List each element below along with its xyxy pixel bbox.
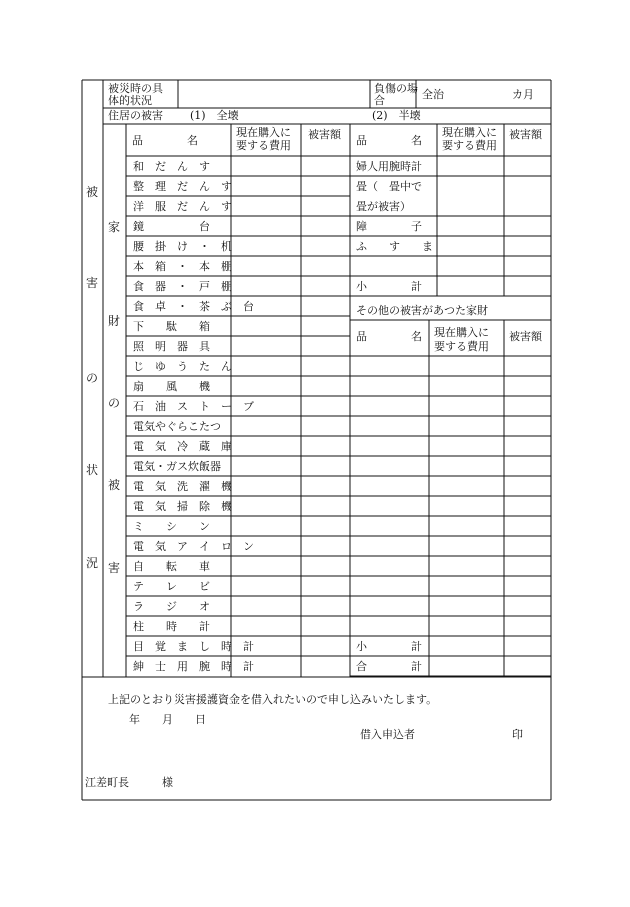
left-item-8: 下 駄 箱: [133, 320, 210, 333]
other-header-damage: 被害額: [509, 330, 542, 343]
other-header-cost-line2: 要する費用: [434, 340, 489, 353]
left-item-19: 電 気 ア イ ロ ン: [133, 540, 254, 553]
injury-label-line2: 合: [374, 94, 385, 107]
left-header-damage: 被害額: [308, 128, 341, 141]
side-inner-char-2: の: [107, 396, 121, 410]
right-header-cost-line2: 要する費用: [442, 139, 497, 152]
injury-recovery-label: 全治: [422, 88, 444, 101]
right-item-0: 婦人用腕時計: [356, 160, 422, 173]
other-damage-title: その他の被害があつた家財: [356, 304, 488, 317]
left-item-7: 食 卓 ・ 茶 ぶ 台: [133, 300, 254, 313]
left-item-16: 電 気 洗 濯 機: [133, 480, 232, 493]
other-header-cost-line1: 現在購入に: [434, 326, 489, 339]
right-header-damage: 被害額: [509, 128, 542, 141]
option-half-destruction: (2) 半壊: [372, 109, 421, 122]
right-item-1: 畳（ 畳中で: [356, 180, 422, 193]
left-item-9: 照 明 器 具: [133, 340, 210, 353]
left-item-0: 和 だ ん す: [133, 160, 210, 173]
left-item-2: 洋 服 だ ん す: [133, 200, 232, 213]
side-outer-char-3: 状: [85, 463, 99, 477]
right-item-3: 障 子: [356, 220, 422, 233]
side-outer-char-0: 被: [85, 185, 99, 199]
left-item-13: 電気やぐらこたつ: [133, 420, 221, 433]
addressee: 江差町長 様: [85, 776, 173, 789]
left-item-20: 自 転 車: [133, 560, 210, 573]
left-item-3: 鏡 台: [133, 220, 210, 233]
left-item-24: 目 覚 ま し 時 計: [133, 640, 254, 653]
injury-months-label: カ月: [512, 88, 534, 101]
right-header-cost-line1: 現在購入に: [442, 126, 497, 139]
right-item-4: ふ す ま: [356, 240, 433, 253]
situation-label-line1: 被災時の具: [108, 82, 163, 95]
seal-mark: 印: [512, 728, 523, 741]
side-outer-char-4: 況: [85, 556, 99, 570]
other-header-item: 品 名: [356, 330, 422, 343]
left-item-17: 電 気 掃 除 機: [133, 500, 232, 513]
option-full-destruction: (1) 全壊: [190, 109, 239, 122]
left-item-18: ミ シ ン: [133, 520, 210, 533]
left-item-22: ラ ジ オ: [133, 600, 210, 613]
left-item-1: 整 理 だ ん す: [133, 180, 232, 193]
side-inner-char-0: 家: [107, 220, 121, 234]
left-item-6: 食 器 ・ 戸 棚: [133, 280, 232, 293]
injury-label-line1: 負傷の場: [374, 82, 418, 95]
left-item-10: じ ゆ う た ん: [133, 360, 232, 373]
side-outer-char-1: 害: [85, 276, 99, 290]
applicant-label: 借入申込者: [360, 728, 415, 741]
side-inner-char-4: 害: [107, 561, 121, 575]
left-header-cost-line1: 現在購入に: [236, 126, 291, 139]
left-item-25: 紳 士 用 腕 時 計: [133, 660, 254, 673]
left-item-23: 柱 時 計: [133, 620, 210, 633]
side-inner-char-3: 被: [107, 478, 121, 492]
application-statement: 上記のとおり災害援護資金を借入れたいので申し込みいたします。: [108, 693, 438, 706]
right-subtotal: 小 計: [356, 280, 422, 293]
left-item-14: 電 気 冷 蔵 庫: [133, 440, 232, 453]
left-item-21: テ レ ビ: [133, 580, 210, 593]
left-header-item: 品 名: [132, 134, 198, 147]
left-item-4: 腰 掛 け ・ 机: [133, 240, 232, 253]
left-item-12: 石 油 ス ト ー ブ: [133, 400, 254, 413]
side-inner-char-1: 財: [107, 314, 121, 328]
right-header-item: 品 名: [356, 134, 422, 147]
left-item-15: 電気・ガス炊飯器: [133, 460, 221, 473]
left-header-cost-line2: 要する費用: [236, 139, 291, 152]
right-item-2: 畳が被害）: [356, 200, 411, 213]
grand-total: 合 計: [356, 660, 422, 673]
dwelling-label: 住居の被害: [108, 109, 163, 122]
other-subtotal: 小 計: [356, 640, 422, 653]
application-date: 年 月 日: [129, 713, 206, 726]
situation-label-line2: 体的状況: [108, 94, 152, 107]
left-item-5: 本 箱 ・ 本 棚: [133, 260, 232, 273]
side-outer-char-2: の: [85, 371, 99, 385]
left-item-11: 扇 風 機: [133, 380, 210, 393]
